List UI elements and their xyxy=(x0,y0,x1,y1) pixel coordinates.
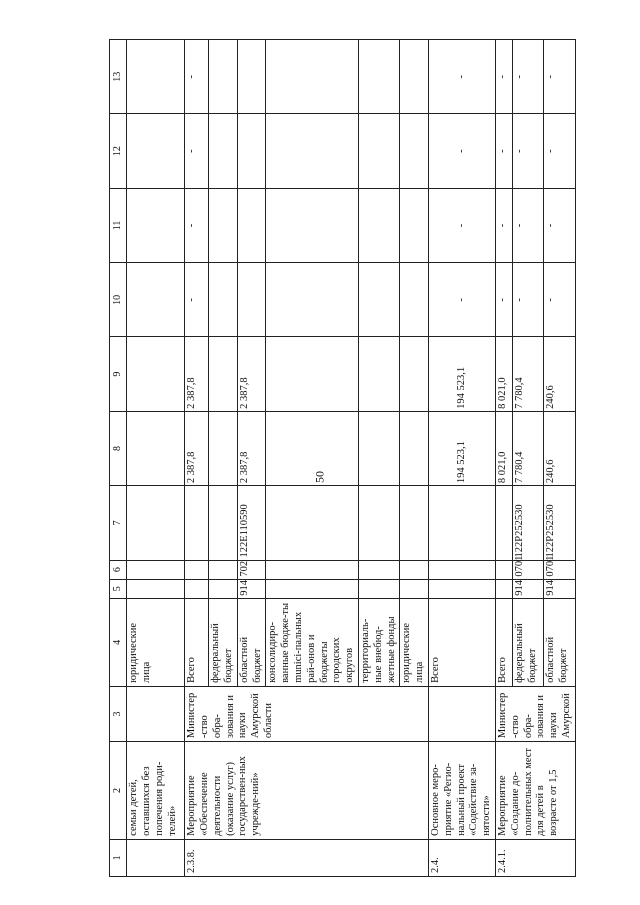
cell xyxy=(185,486,209,560)
amount-cell: 2 387,8 xyxy=(237,411,266,485)
cell xyxy=(358,411,399,485)
kbk-code-cell: 0701 xyxy=(544,560,575,579)
page-number: 50 xyxy=(312,471,327,483)
amount-cell: - xyxy=(495,114,512,188)
funding-source-cell: юридические лица xyxy=(400,598,429,686)
cell xyxy=(209,486,238,560)
cell xyxy=(400,188,429,262)
cell xyxy=(127,114,185,188)
amount-cell: - xyxy=(428,40,495,114)
amount-cell: - xyxy=(185,188,209,262)
program-name-cell: Мероприятие «Обеспечение деятельности (оказание услуг) государствен-ных учрежде-ний» xyxy=(185,742,429,840)
cell xyxy=(266,114,359,188)
header-cell: 4 xyxy=(110,598,127,686)
kbk-code-cell: 702 xyxy=(237,560,266,579)
amount-cell: - xyxy=(513,188,544,262)
amount-cell: 7 780,4 xyxy=(513,337,544,411)
header-row xyxy=(110,40,127,877)
cell xyxy=(266,486,359,560)
cell xyxy=(209,560,238,579)
amount-cell: 2 387,8 xyxy=(185,411,209,485)
cell xyxy=(127,411,185,485)
amount-cell: 8 021,0 xyxy=(495,411,512,485)
amount-cell: - xyxy=(495,263,512,337)
cell xyxy=(400,114,429,188)
amount-cell: 7 780,4 xyxy=(513,411,544,485)
amount-cell: - xyxy=(544,263,575,337)
cell xyxy=(209,188,238,262)
amount-cell: - xyxy=(513,114,544,188)
amount-cell: - xyxy=(428,114,495,188)
kbk-code-cell: 0701 xyxy=(513,560,544,579)
cell xyxy=(400,560,429,579)
header-cell: 8 xyxy=(110,411,127,485)
amount-cell: - xyxy=(428,188,495,262)
funding-source-cell: Всего xyxy=(428,598,495,686)
header-cell: 2 xyxy=(110,742,127,840)
cell xyxy=(127,560,185,579)
cell xyxy=(495,486,512,560)
amount-cell: - xyxy=(544,114,575,188)
amount-cell: 240,6 xyxy=(544,411,575,485)
amount-cell: 194 523,1 xyxy=(428,411,495,485)
budget-table xyxy=(109,39,576,877)
funding-source-cell: Всего xyxy=(185,598,209,686)
table-row xyxy=(495,40,512,877)
cell xyxy=(358,40,399,114)
responsible-cell: Министер-ство обра-зования и науки Амурской xyxy=(495,686,575,741)
funding-source-cell: консолидиро-ванные бюдже-ты munici-пальных рай-онов и бюджеты городских округов xyxy=(266,598,359,686)
kbk-code-cell: 122E110590 xyxy=(237,486,266,560)
funding-source-cell: юридические лица xyxy=(127,598,185,686)
cell xyxy=(266,560,359,579)
cell xyxy=(237,114,266,188)
funding-source-cell: территориаль-ные внебюд-жетные фонды xyxy=(358,598,399,686)
funding-source-cell: федеральный бюджет xyxy=(513,598,544,686)
cell xyxy=(428,579,495,598)
cell xyxy=(358,560,399,579)
amount-cell: - xyxy=(185,40,209,114)
cell xyxy=(428,560,495,579)
table-row xyxy=(185,40,209,877)
cell xyxy=(358,579,399,598)
cell xyxy=(358,188,399,262)
responsible-cell: Министер-ство обра-зования и науки Амурской области xyxy=(185,686,429,741)
amount-cell: - xyxy=(428,263,495,337)
amount-cell: 8 021,0 xyxy=(495,337,512,411)
amount-cell: 194 523,1 xyxy=(428,337,495,411)
header-cell: 7 xyxy=(110,486,127,560)
program-name-cell: Основное меро-приятие «Регио-нальный проект «Содействие за-нятости» xyxy=(428,742,495,840)
kbk-code-cell: 914 xyxy=(237,579,266,598)
program-name-cell: семьи детей, оставшихся без попечения роди-телей» xyxy=(127,742,185,840)
table-row xyxy=(428,40,495,877)
funding-source-cell: областной бюджет xyxy=(237,598,266,686)
cell xyxy=(495,560,512,579)
amount-cell: 240,6 xyxy=(544,337,575,411)
cell xyxy=(127,686,185,741)
cell xyxy=(400,411,429,485)
item-number-cell: 2.3.8. xyxy=(185,839,429,876)
cell xyxy=(209,114,238,188)
kbk-code-cell: 122P252530 xyxy=(544,486,575,560)
header-cell: 11 xyxy=(110,188,127,262)
amount-cell: - xyxy=(495,188,512,262)
cell xyxy=(266,579,359,598)
cell xyxy=(209,337,238,411)
cell xyxy=(400,486,429,560)
header-cell: 6 xyxy=(110,560,127,579)
cell xyxy=(266,188,359,262)
cell xyxy=(237,263,266,337)
cell xyxy=(127,839,185,876)
cell xyxy=(400,40,429,114)
amount-cell: - xyxy=(544,188,575,262)
program-name-cell: Мероприятие «Создание до-полнительных мест для детей в возрасте от 1,5 xyxy=(495,742,575,840)
cell xyxy=(266,337,359,411)
header-cell: 1 xyxy=(110,839,127,876)
cell xyxy=(127,40,185,114)
cell xyxy=(266,40,359,114)
cell xyxy=(495,579,512,598)
cell xyxy=(185,560,209,579)
amount-cell: 2 387,8 xyxy=(185,337,209,411)
item-number-cell: 2.4.1. xyxy=(495,839,575,876)
cell xyxy=(127,337,185,411)
cell xyxy=(358,486,399,560)
amount-cell: - xyxy=(513,40,544,114)
cell xyxy=(127,263,185,337)
kbk-code-cell: 914 xyxy=(544,579,575,598)
cell xyxy=(358,337,399,411)
cell xyxy=(266,411,359,485)
header-cell: 5 xyxy=(110,579,127,598)
cell xyxy=(428,486,495,560)
amount-cell: - xyxy=(185,114,209,188)
cell xyxy=(209,40,238,114)
header-cell: 10 xyxy=(110,263,127,337)
header-cell: 12 xyxy=(110,114,127,188)
cell xyxy=(185,579,209,598)
funding-source-cell: Всего xyxy=(495,598,512,686)
kbk-code-cell: 914 xyxy=(513,579,544,598)
funding-source-cell: федеральный бюджет xyxy=(209,598,238,686)
kbk-code-cell: 122P252530 xyxy=(513,486,544,560)
cell xyxy=(358,114,399,188)
amount-cell: - xyxy=(513,263,544,337)
cell xyxy=(400,263,429,337)
amount-cell: 2 387,8 xyxy=(237,337,266,411)
cell xyxy=(127,188,185,262)
header-cell: 13 xyxy=(110,40,127,114)
cell xyxy=(428,686,495,741)
amount-cell: - xyxy=(495,40,512,114)
amount-cell: - xyxy=(185,263,209,337)
item-number-cell: 2.4. xyxy=(428,839,495,876)
cell xyxy=(400,337,429,411)
cell xyxy=(400,579,429,598)
cell xyxy=(358,263,399,337)
funding-source-cell: областной бюджет xyxy=(544,598,575,686)
amount-cell: - xyxy=(544,40,575,114)
cell xyxy=(209,263,238,337)
cell xyxy=(127,486,185,560)
cell xyxy=(266,263,359,337)
cell xyxy=(127,579,185,598)
table-container xyxy=(109,39,572,877)
header-cell: 9 xyxy=(110,337,127,411)
table-row xyxy=(127,40,185,877)
cell xyxy=(209,579,238,598)
cell xyxy=(237,40,266,114)
header-cell: 3 xyxy=(110,686,127,741)
cell xyxy=(209,411,238,485)
cell xyxy=(237,188,266,262)
